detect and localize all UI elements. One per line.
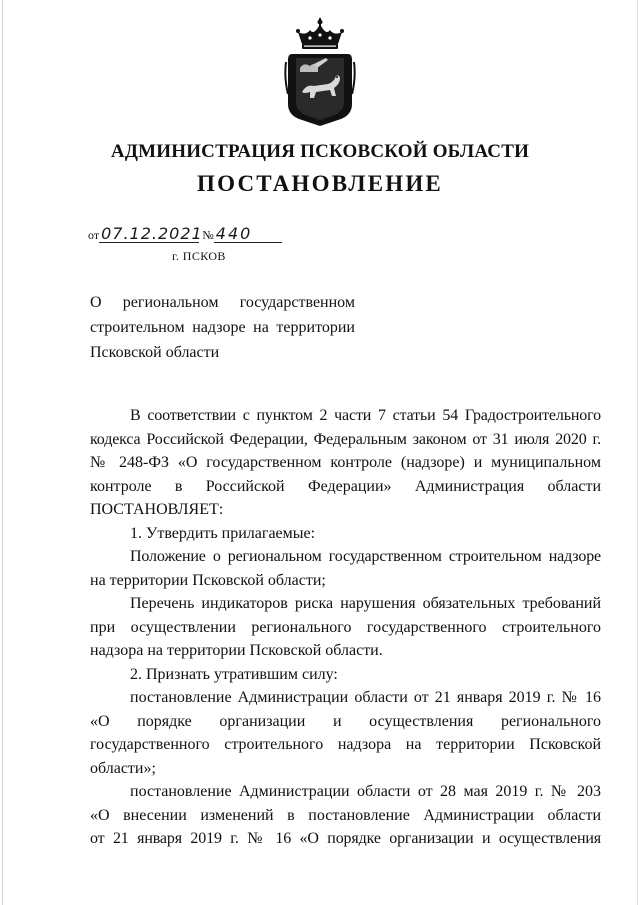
document-number: 440 [214, 226, 282, 243]
body-line: контроле в Российской Федерации» Администрация области [90, 477, 601, 495]
document-subject [90, 290, 355, 365]
document-body [90, 404, 601, 851]
body-line: постановление Администрации области от 28 мая 2019 г. № 203 [130, 783, 601, 800]
date-number-line [88, 226, 282, 243]
body-line: области»; [90, 759, 156, 777]
document-type-title: ПОСТАНОВЛЕНИЕ [197, 171, 443, 196]
body-line: 2. Признать утратившим силу: [130, 665, 338, 683]
body-line: на территории Псковской области; [90, 571, 326, 589]
scan-edge-right [637, 0, 638, 905]
body-line: 1. Утвердить прилагаемые: [130, 524, 316, 542]
body-line: от 21 января 2019 г. № 16 «О порядке организации и осуществления [90, 830, 601, 847]
body-line: постановление Администрации области от 21 января 2019 г. № 16 [130, 689, 601, 706]
body-line: ПОСТАНОВЛЯЕТ: [90, 501, 224, 518]
body-line: надзора на территории Псковской области. [90, 642, 383, 659]
body-line: при осуществлении регионального государственного строительного [90, 618, 601, 636]
document-date: 07.12.2021 [101, 224, 203, 243]
body-line: Положение о региональном государственном строительном надзоре [130, 548, 601, 565]
body-line: «О внесении изменений в постановление Администрации области [90, 806, 601, 824]
date-prefix: от [88, 228, 100, 242]
body-line: № 248-ФЗ «О государственном контроле (надзоре) и муниципальном [90, 454, 601, 471]
subject-line: строительном надзоре на территории [90, 319, 355, 336]
body-line: кодекса Российской Федерации, Федеральным законом от 31 июля 2020 г. [90, 430, 601, 448]
number-prefix: № [202, 228, 214, 242]
organization-name: АДМИНИСТРАЦИЯ ПСКОВСКОЙ ОБЛАСТИ [110, 141, 530, 162]
subject-line: Псковской области [90, 344, 220, 361]
city-label: г. ПСКОВ [172, 249, 226, 263]
scan-edge-left [2, 0, 3, 905]
body-line: Перечень индикаторов риска нарушения обязательных требований [130, 595, 601, 612]
body-line: «О порядке организации и осуществления регионального [90, 712, 601, 730]
coat-of-arms-icon [284, 18, 356, 128]
body-line: В соответствии с пунктом 2 части 7 статьи 54 Градостроительного [130, 407, 601, 424]
subject-line: О региональном государственном [90, 294, 355, 311]
body-line: государственного строительного надзора на территории Псковской [90, 736, 601, 753]
